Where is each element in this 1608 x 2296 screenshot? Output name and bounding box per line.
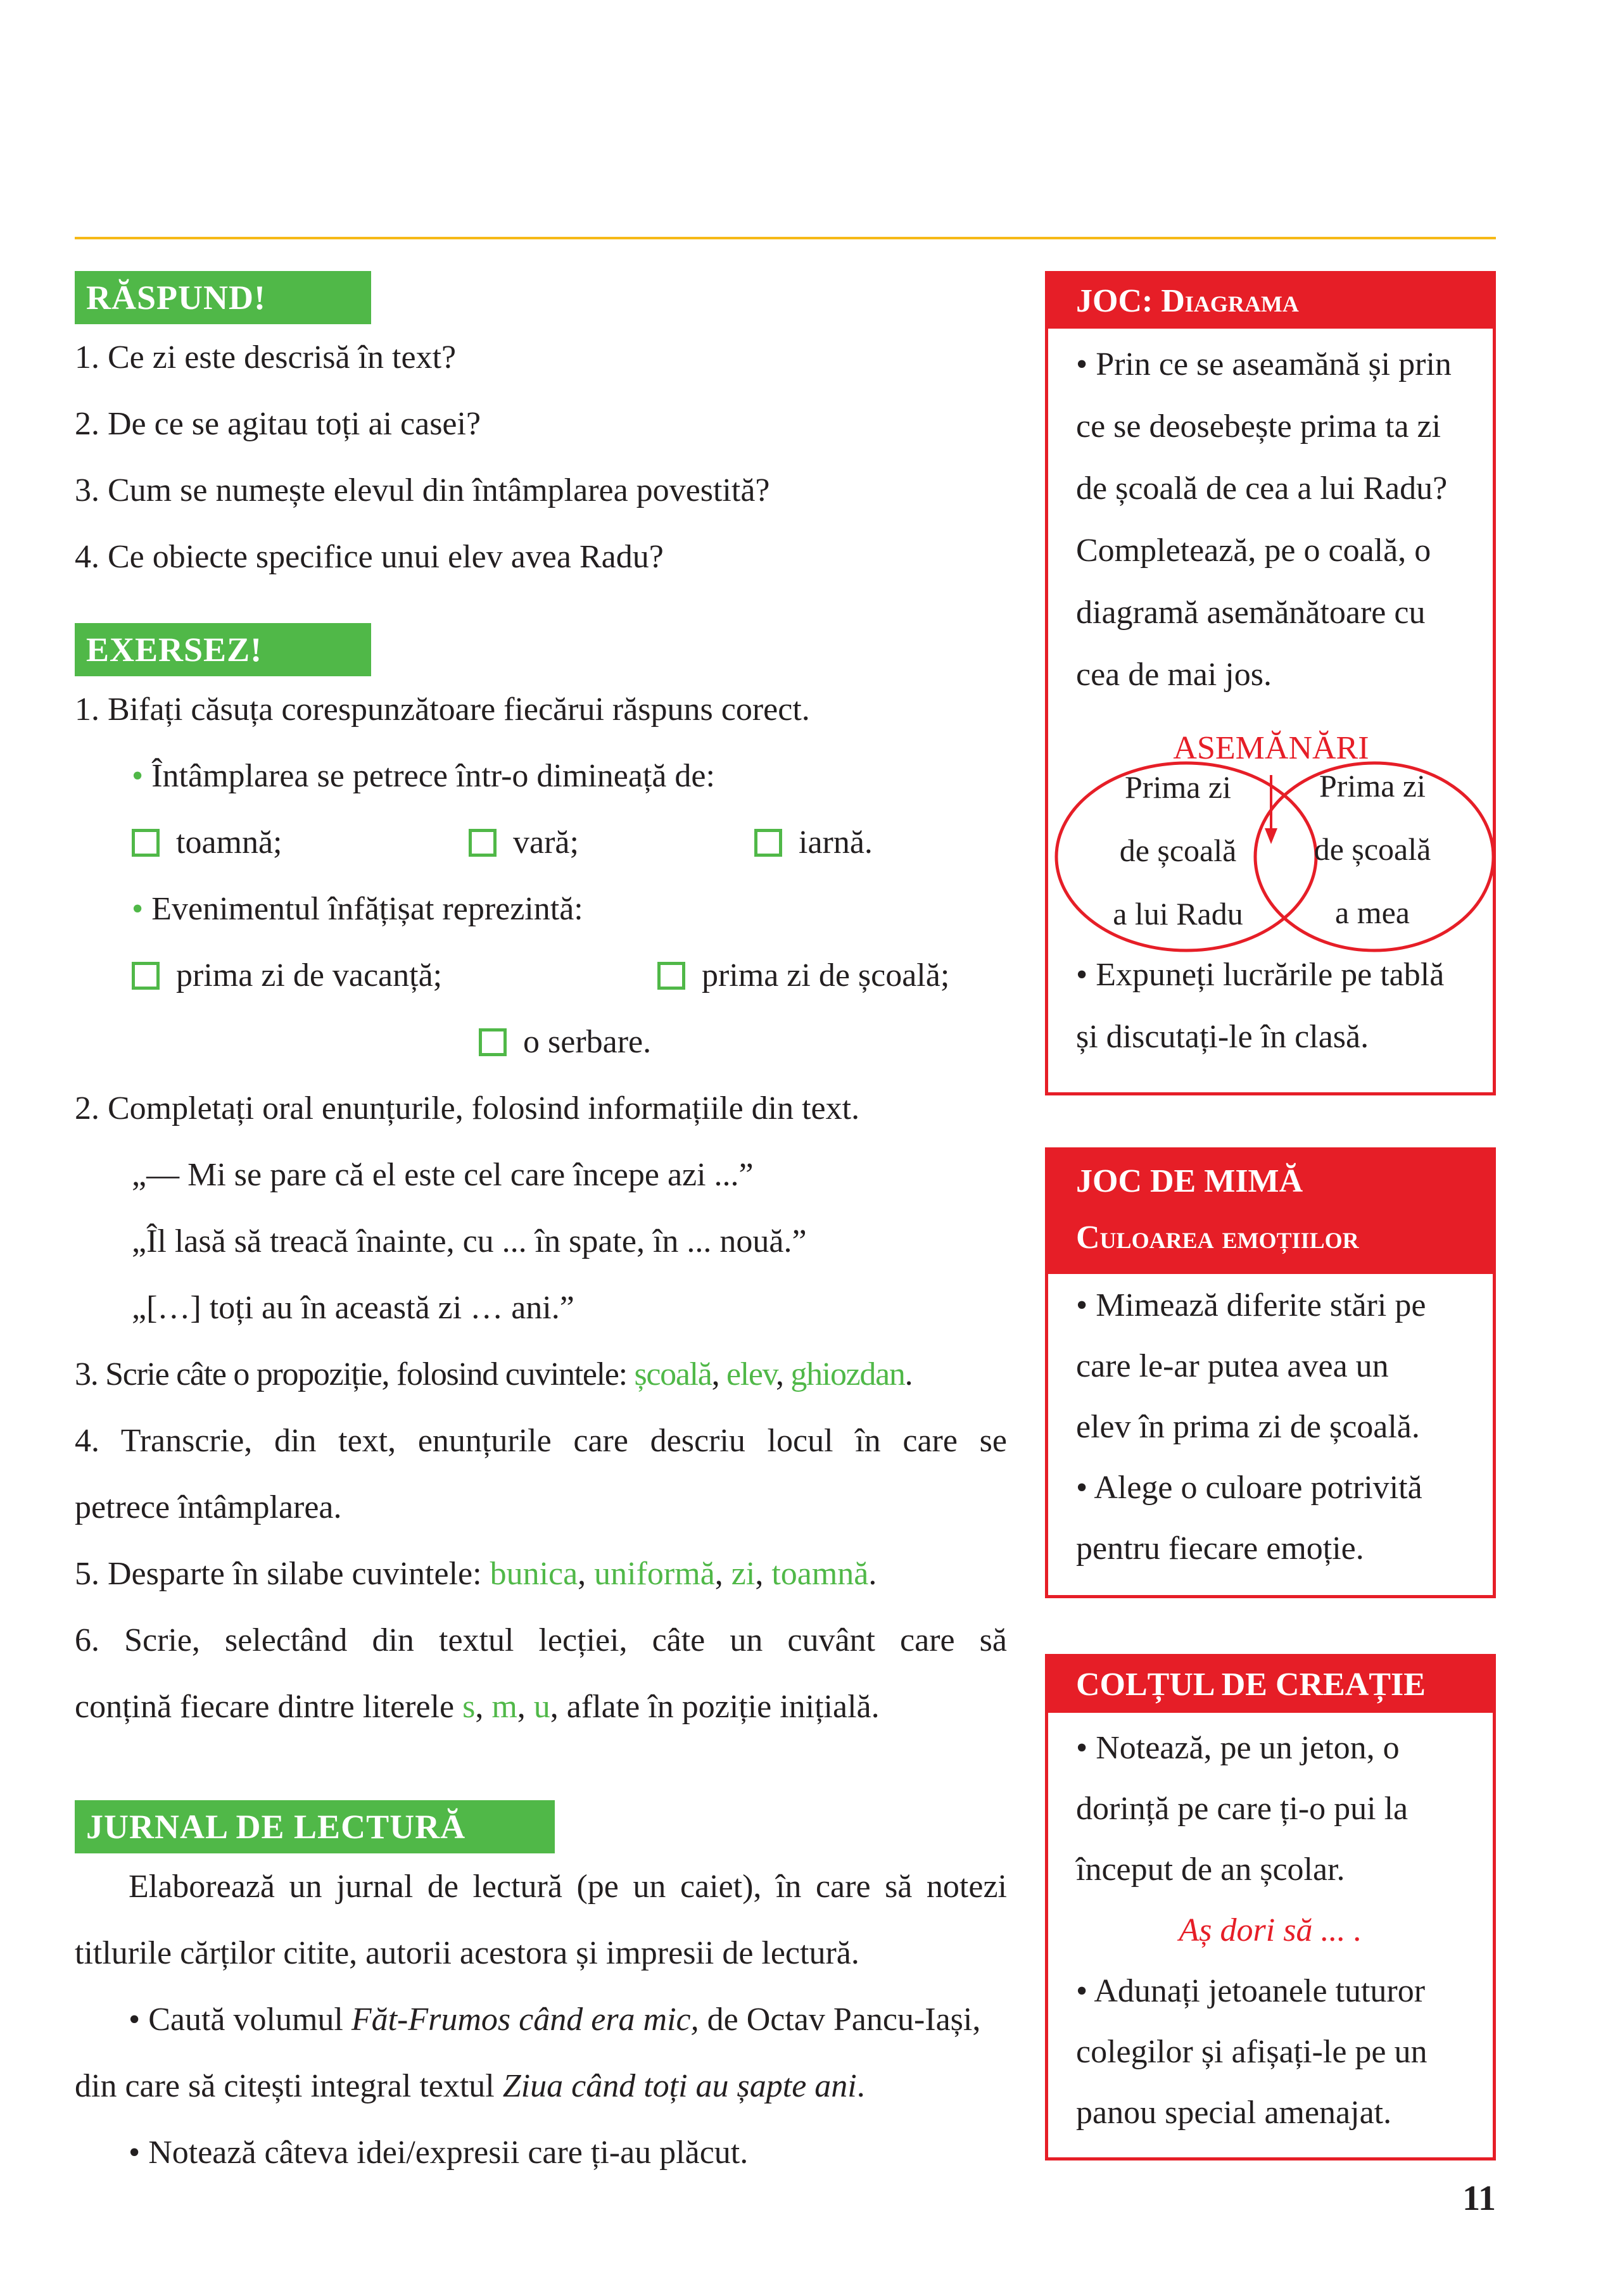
coltul-line-6: panou special amenajat. [1076, 2095, 1392, 2131]
checkbox[interactable] [479, 1028, 507, 1056]
venn-left-text-3: a lui Radu [1113, 896, 1243, 931]
venn-left-text-1: Prima zi [1124, 769, 1232, 805]
exercise-1: 1. Bifați căsuța corespunzătoare fiecărui răspuns corect. [75, 691, 810, 728]
joc-mima-subtitle: Culoarea emoțiilor [1076, 1220, 1359, 1256]
coltul-line-3: început de an școlar. [1076, 1851, 1345, 1888]
checkbox[interactable] [132, 962, 160, 990]
exercise-5: 5. Desparte în silabe cuvintele: bunica, uniformă, zi, toamnă. [75, 1556, 877, 1592]
joc-diagrama-header: JOC: Diagrama [1048, 274, 1493, 329]
venn-left-text-2: de școală [1119, 833, 1237, 868]
joc-mima-header [1048, 1151, 1493, 1274]
question-3: 3. Cum se numește elevul din întâmplarea povestită? [75, 472, 770, 508]
checkbox[interactable] [754, 829, 782, 857]
jurnal-bullet-2: • Notează câteva idei/expresii care ți-au plăcut. [129, 2135, 749, 2171]
joc-diagrama-box [1045, 271, 1496, 1095]
coltul-box [1045, 1654, 1496, 2160]
option-serbare[interactable]: o serbare. [479, 1009, 651, 1075]
diagrama-line-1: • Prin ce se aseamănă și prin [1076, 346, 1452, 382]
quote-3: „[…] toți au în această zi … ani.” [132, 1290, 574, 1326]
checkbox[interactable] [132, 829, 160, 857]
question-1: 1. Ce zi este descrisă în text? [75, 339, 457, 375]
checkbox[interactable] [469, 829, 497, 857]
exersez-header: EXERSEZ! [75, 623, 371, 676]
mima-line-3: elev în prima zi de școală. [1076, 1409, 1420, 1445]
exercise-6-line-1: 6. Scrie, selectând din textul lecției, câte un cuvânt care să [75, 1622, 1007, 1658]
diagrama-line-4: Completează, pe o coală, o [1076, 533, 1431, 569]
quote-1: „— Mi se pare că el este cel care începe azi ...” [132, 1157, 754, 1193]
joc-diagrama-body [1048, 329, 1493, 706]
venn-right-text-1: Prima zi [1319, 768, 1426, 804]
diagrama-line-5: diagramă asemănătoare cu [1076, 595, 1426, 631]
exercise-6-line-2: conțină fiecare dintre literele s, m, u, aflate în poziție inițială. [75, 1689, 880, 1725]
option-scoala[interactable]: prima zi de școală; [657, 942, 949, 1009]
venn-diagram [1048, 714, 1493, 955]
options-event-2 [75, 1009, 1007, 1075]
diagrama-after-2: și discutați-le în clasă. [1076, 1019, 1369, 1055]
jurnal-p1-line-1: Elaborează un jurnal de lectură (pe un caiet), în care să notezi [129, 1869, 1007, 1905]
option-toamna[interactable]: toamnă; [132, 809, 282, 876]
option-iarna[interactable]: iarnă. [754, 809, 873, 876]
mima-line-1: • Mimează diferite stări pe [1076, 1287, 1426, 1323]
jurnal-bullet-1: • Caută volumul Făt-Frumos când era mic, de Octav Pancu-Iași, [129, 2002, 981, 2038]
diagrama-after [1048, 944, 1444, 1068]
option-vara[interactable]: vară; [469, 809, 579, 876]
coltul-line-1: • Notează, pe un jeton, o [1076, 1730, 1400, 1766]
mima-line-4: • Alege o culoare potrivită [1076, 1470, 1422, 1506]
question-2: 2. De ce se agitau toți ai casei? [75, 406, 481, 442]
coltul-body [1048, 1713, 1493, 2143]
exercise-4-line-1: 4. Transcrie, din text, enunțurile care descriu locul în care se [75, 1423, 1007, 1459]
left-column [75, 271, 1007, 2186]
venn-right-text-2: de școală [1314, 831, 1431, 867]
joc-mima-box [1045, 1147, 1496, 1598]
bullet-1: • Întâmplarea se petrece într-o dimineață de: [132, 758, 715, 794]
joc-mima-body [1048, 1274, 1493, 1579]
page-number: 11 [1462, 2179, 1496, 2218]
option-vacanta[interactable]: prima zi de vacanță; [132, 942, 442, 1009]
joc-mima-title: JOC DE MIMĂ [1076, 1163, 1303, 1199]
coltul-line-4: • Adunați jetoanele tuturor [1076, 1973, 1426, 2009]
bullet-2: • Evenimentul înfățișat reprezintă: [132, 891, 583, 927]
question-4: 4. Ce obiecte specifice unui elev avea Radu? [75, 539, 664, 575]
diagrama-line-6: cea de mai jos. [1076, 657, 1272, 693]
mima-line-5: pentru fiecare emoție. [1076, 1530, 1364, 1567]
diagrama-line-3: de școală de cea a lui Radu? [1076, 470, 1448, 507]
jurnal-bullet-1-line-2: din care să citești integral textul Ziua când toți au șapte ani. [75, 2068, 865, 2104]
exercise-4-line-2: petrece întâmplarea. [75, 1489, 342, 1525]
checkbox[interactable] [657, 962, 685, 990]
diagrama-line-2: ce se deosebește prima ta zi [1076, 408, 1441, 445]
venn-label: ASEMĂNĂRI [1173, 730, 1369, 766]
raspund-header: RĂSPUND! [75, 271, 371, 324]
top-rule [75, 237, 1496, 239]
quote-2: „Îl lasă să treacă înainte, cu ... în spate, în ... nouă.” [132, 1223, 807, 1259]
coltul-header: COLȚUL DE CREAȚIE [1048, 1657, 1493, 1713]
exercise-2: 2. Completați oral enunțurile, folosind informațiile din text. [75, 1090, 860, 1126]
coltul-wish: Aș dori să ... . [1179, 1912, 1362, 1948]
raspund-questions [75, 324, 1007, 590]
mima-line-2: care le-ar putea avea un [1076, 1348, 1389, 1384]
coltul-line-5: colegilor și afișați-le pe un [1076, 2034, 1428, 2070]
venn-right-text-3: a mea [1335, 895, 1410, 930]
diagrama-after-1: • Expuneți lucrările pe tablă [1076, 957, 1445, 993]
exercise-3: 3. Scrie câte o propoziție, folosind cuvintele: școală, elev, ghiozdan. [75, 1356, 913, 1392]
venn-arrow-head [1265, 828, 1277, 844]
options-season [75, 809, 1007, 876]
jurnal-p1-line-2: titlurile cărților citite, autorii acestora și impresii de lectură. [75, 1935, 859, 1971]
jurnal-header: JURNAL DE LECTURĂ [75, 1800, 555, 1853]
options-event-1 [75, 942, 1007, 1009]
coltul-line-2: dorință pe care ți-o pui la [1076, 1791, 1409, 1827]
